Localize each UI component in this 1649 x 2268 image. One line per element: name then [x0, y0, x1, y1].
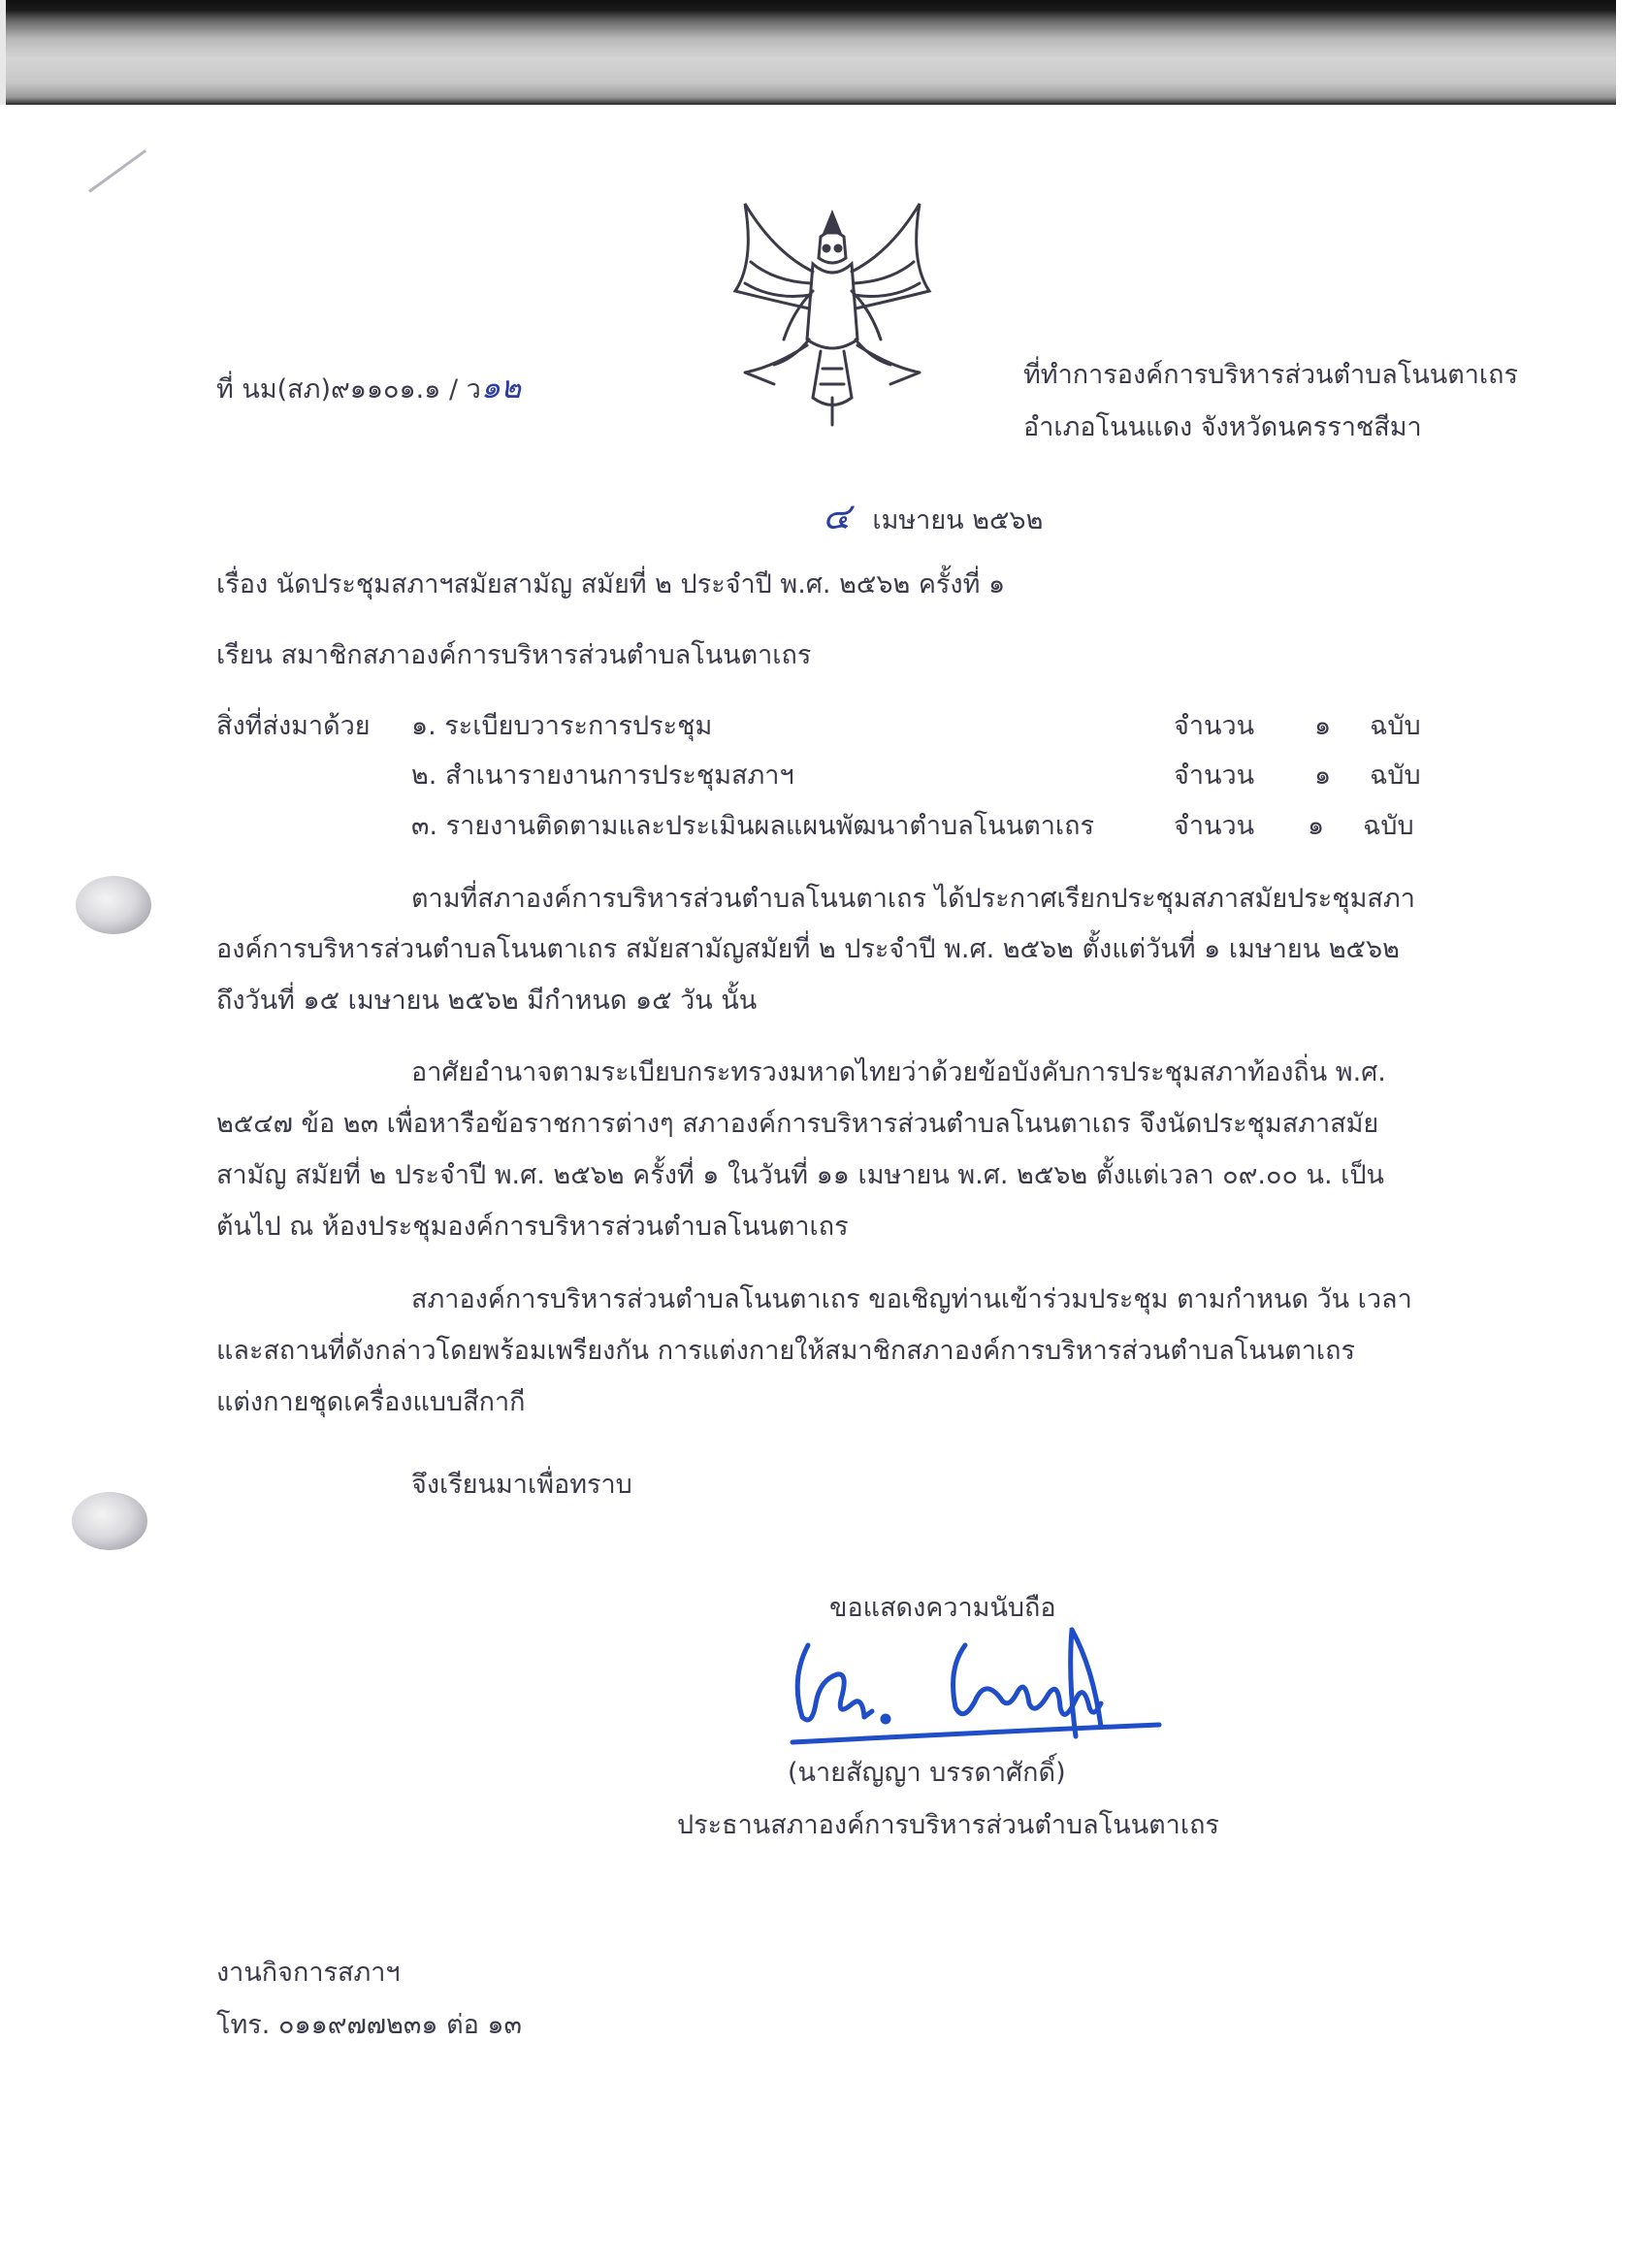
body-para2-line3: สามัญ สมัยที่ ๒ ประจำปี พ.ศ. ๒๕๖๒ ครั้งที่ ๑ ในวันที่ ๑๑ เมษายน พ.ศ. ๒๕๖๒ ตั้งแต่เวลา ๐๙.๐๐ น. เป็น [216, 1160, 1384, 1190]
enclosure-item-2-qty-label: จำนวน [1174, 761, 1255, 791]
garuda-emblem-icon [716, 194, 949, 427]
signatory-name: (นายสัญญา บรรดาศักดิ์) [788, 1758, 1066, 1788]
subject-line: เรื่อง นัดประชุมสภาฯสมัยสามัญ สมัยที่ ๒ ประจำปี พ.ศ. ๒๕๖๒ ครั้งที่ ๑ [216, 569, 1006, 599]
body-para2-line2: ๒๕๔๗ ข้อ ๒๓ เพื่อหารือข้อราชการต่างๆ สภาองค์การบริหารส่วนตำบลโนนตาเถร จึงนัดประชุมสภาสมัย [216, 1109, 1379, 1139]
issuer-line-1: ที่ทำการองค์การบริหารส่วนตำบลโนนตาเถร [1023, 360, 1519, 390]
footer-phone: โทร. ๐๑๑๙๗๗๒๓๑ ต่อ ๑๓ [216, 2010, 523, 2040]
punch-hole-bottom [72, 1492, 147, 1550]
scanner-shadow-bar [6, 0, 1616, 105]
handwritten-signature [781, 1610, 1169, 1756]
date-month-year: เมษายน ๒๕๖๒ [872, 505, 1044, 535]
enclosure-item-1-text: ๑. ระเบียบวาระการประชุม [411, 711, 713, 741]
issuer-line-2: อำเภอโนนแดง จังหวัดนครราชสีมา [1023, 412, 1422, 442]
body-para1-line2: องค์การบริหารส่วนตำบลโนนตาเถร สมัยสามัญสมัยที่ ๒ ประจำปี พ.ศ. ๒๕๖๒ ตั้งแต่วันที่ ๑ เมษายน ๒๕๖๒ [216, 934, 1400, 964]
enclosure-item-3-text: ๓. รายงานติดตามและประเมินผลแผนพัฒนาตำบลโนนตาเถร [411, 811, 1094, 841]
enclosure-item-2-qty: ๑ [1314, 761, 1332, 791]
closing-line: จึงเรียนมาเพื่อทราบ [411, 1470, 632, 1500]
enclosure-item-1-unit: ฉบับ [1370, 711, 1421, 741]
punch-hole-top [76, 876, 151, 934]
footer-department: งานกิจการสภาฯ [216, 1958, 401, 1988]
reference-number [216, 369, 521, 405]
reference-prefix: ที่ นม(สภ)๙๑๑๐๑.๑ / ว [216, 374, 481, 405]
body-para3-line1: สภาองค์การบริหารส่วนตำบลโนนตาเถร ขอเชิญท่านเข้าร่วมประชุม ตามกำหนด วัน เวลา [411, 1284, 1412, 1314]
body-para3-line3: แต่งกายชุดเครื่องแบบสีกากี [216, 1387, 526, 1417]
enclosure-item-2-text: ๒. สำเนารายงานการประชุมสภาฯ [411, 761, 794, 791]
date-day-handwritten: ๔ [823, 495, 851, 537]
body-para2-line4: ต้นไป ณ ห้องประชุมองค์การบริหารส่วนตำบลโนนตาเถร [216, 1212, 849, 1242]
enclosure-item-1-qty-label: จำนวน [1174, 711, 1255, 741]
enclosure-item-3-qty-label: จำนวน [1174, 811, 1255, 841]
enclosure-item-1-qty: ๑ [1314, 711, 1332, 741]
letter-date [823, 495, 1043, 539]
addressee-line: เรียน สมาชิกสภาองค์การบริหารส่วนตำบลโนนตาเถร [216, 640, 812, 670]
body-para3-line2: และสถานที่ดังกล่าวโดยพร้อมเพรียงกัน การแต่งกายให้สมาชิกสภาองค์การบริหารส่วนตำบลโนนตาเถร [216, 1336, 1355, 1366]
body-para1-line3: ถึงวันที่ ๑๕ เมษายน ๒๕๖๒ มีกำหนด ๑๕ วัน นั้น [216, 986, 758, 1016]
enclosures-label: สิ่งที่ส่งมาด้วย [216, 711, 371, 741]
reference-handwritten-number: ๑๒ [480, 369, 522, 405]
body-para1-line1: ตามที่สภาองค์การบริหารส่วนตำบลโนนตาเถร ได้ประกาศเรียกประชุมสภาสมัยประชุมสภา [411, 884, 1415, 914]
pen-mark [88, 149, 146, 193]
salutation: ขอแสดงความนับถือ [829, 1593, 1056, 1623]
enclosure-item-3-unit: ฉบับ [1363, 811, 1414, 841]
signatory-position: ประธานสภาองค์การบริหารส่วนตำบลโนนตาเถร [677, 1810, 1219, 1840]
enclosure-item-3-qty: ๑ [1308, 811, 1325, 841]
body-para2-line1: อาศัยอำนาจตามระเบียบกระทรวงมหาดไทยว่าด้วยข้อบังคับการประชุมสภาท้องถิ่น พ.ศ. [411, 1057, 1386, 1087]
enclosure-item-2-unit: ฉบับ [1370, 761, 1421, 791]
